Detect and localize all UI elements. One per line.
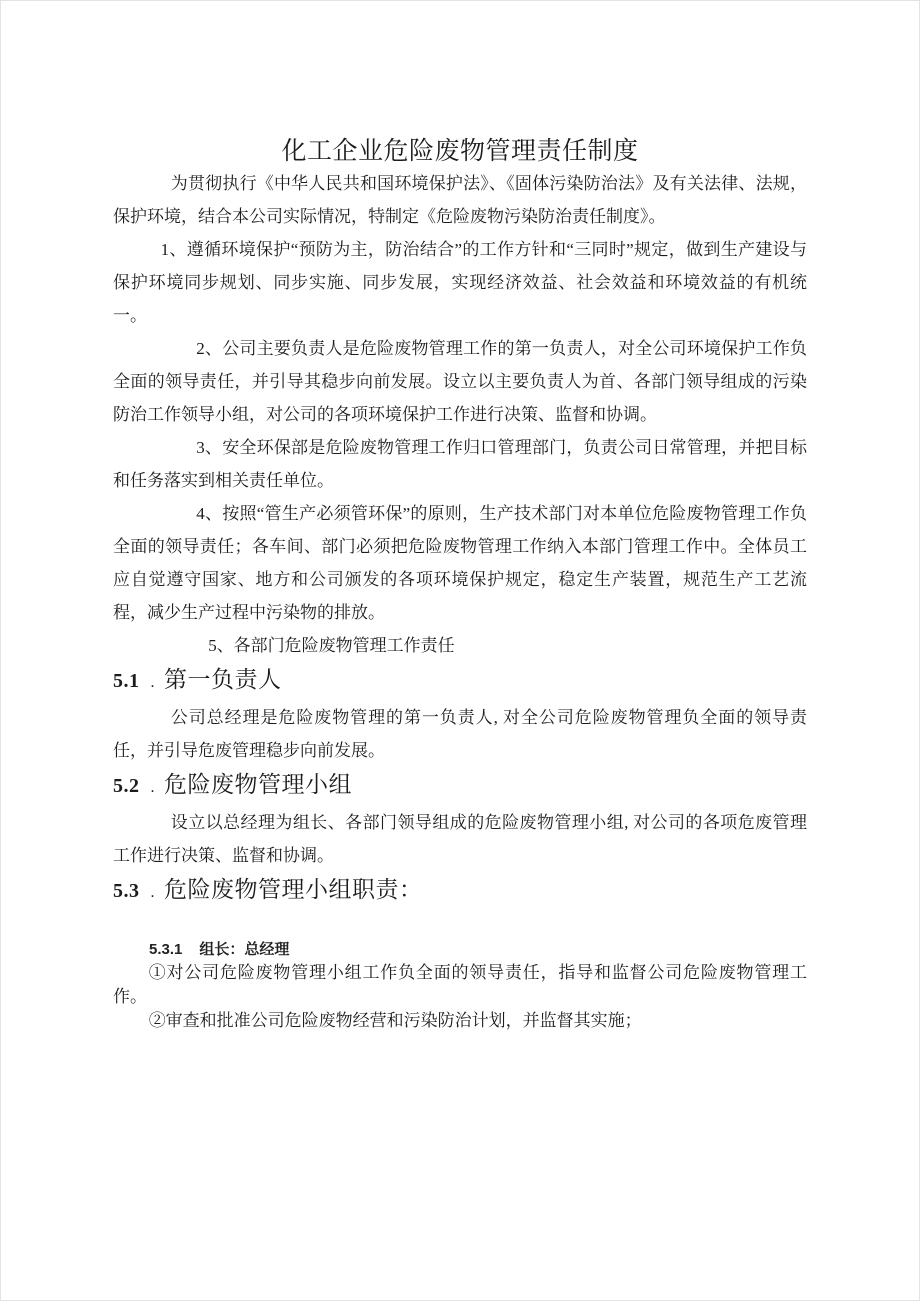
duty-point-1: ①对公司危险废物管理小组工作负全面的领导责任，指导和监督公司危险废物管理工作。: [113, 963, 807, 1006]
section-5-1-separator: .: [150, 674, 155, 691]
policy-item-4: 4、按照“管生产必须管环保”的原则，生产技术部门对本单位危险废物管理工作负全面的领导责任；各车间、部门必须把危险废物管理工作纳入本部门管理工作中。全体员工应自觉遵守国家、地方和公司颁发的各项环境保护规定，稳定生产装置，规范生产工艺流程，减少生产过程中污染物的排放。: [113, 504, 807, 622]
section-5-2-number: 5.2: [113, 775, 140, 797]
section-5-3-heading: [113, 872, 807, 911]
intro-paragraph: 为贯彻执行《中华人民共和国环境保护法》、《固体污染防治法》及有关法律、法规，保护环境，结合本公司实际情况，特制定《危险废物污染防治责任制度》。: [113, 174, 807, 226]
document-title: 化工企业危险废物管理责任制度: [281, 138, 639, 165]
policy-item-2: 2、公司主要负责人是危险废物管理工作的第一负责人，对全公司环境保护工作负全面的领导责任，并引导其稳步向前发展。设立以主要负责人为首、各部门领导组成的污染防治工作领导小组，对公司的各项环境保护工作进行决策、监督和协调。: [113, 339, 807, 424]
section-5-3-number: 5.3: [113, 880, 140, 902]
subsection-5-3-1-title: 组长：总经理: [199, 941, 290, 958]
policy-item-5: 5、各部门危险废物管理工作责任: [208, 636, 455, 655]
section-5-3-title: 危险废物管理小组职责：: [164, 877, 423, 902]
subsection-5-3-1-heading: [149, 939, 807, 961]
document-content: [1, 1, 919, 1033]
section-5-2-heading: [113, 767, 807, 806]
section-5-2-title: 危险废物管理小组: [164, 772, 352, 797]
section-5-1-body: 公司总经理是危险废物管理的第一负责人, 对全公司危险废物管理负全面的领导责任，并引导危废管理稳步向前发展。: [113, 708, 807, 760]
policy-item-3: 3、安全环保部是危险废物管理工作归口管理部门，负责公司日常管理，并把目标和任务落实到相关责任单位。: [113, 438, 807, 490]
duty-point-2: ②审查和批准公司危险废物经营和污染防治计划，并监督其实施；: [148, 1011, 642, 1030]
subsection-5-3-1-number: 5.3.1: [149, 941, 183, 958]
section-5-1-number: 5.1: [113, 670, 140, 692]
section-5-1-title: 第一负责人: [164, 667, 282, 692]
section-5-1-heading: [113, 662, 807, 701]
section-5-3-separator: .: [150, 884, 155, 901]
section-5-2-separator: .: [150, 779, 155, 796]
section-5-2-body: 设立以总经理为组长、各部门领导组成的危险废物管理小组, 对公司的各项危废管理工作进行决策、监督和协调。: [113, 813, 807, 865]
policy-item-1: 1、遵循环境保护“预防为主，防治结合”的工作方针和“三同时”规定，做到生产建设与保护环境同步规划、同步实施、同步发展，实现经济效益、社会效益和环境效益的有机统一。: [113, 240, 807, 325]
